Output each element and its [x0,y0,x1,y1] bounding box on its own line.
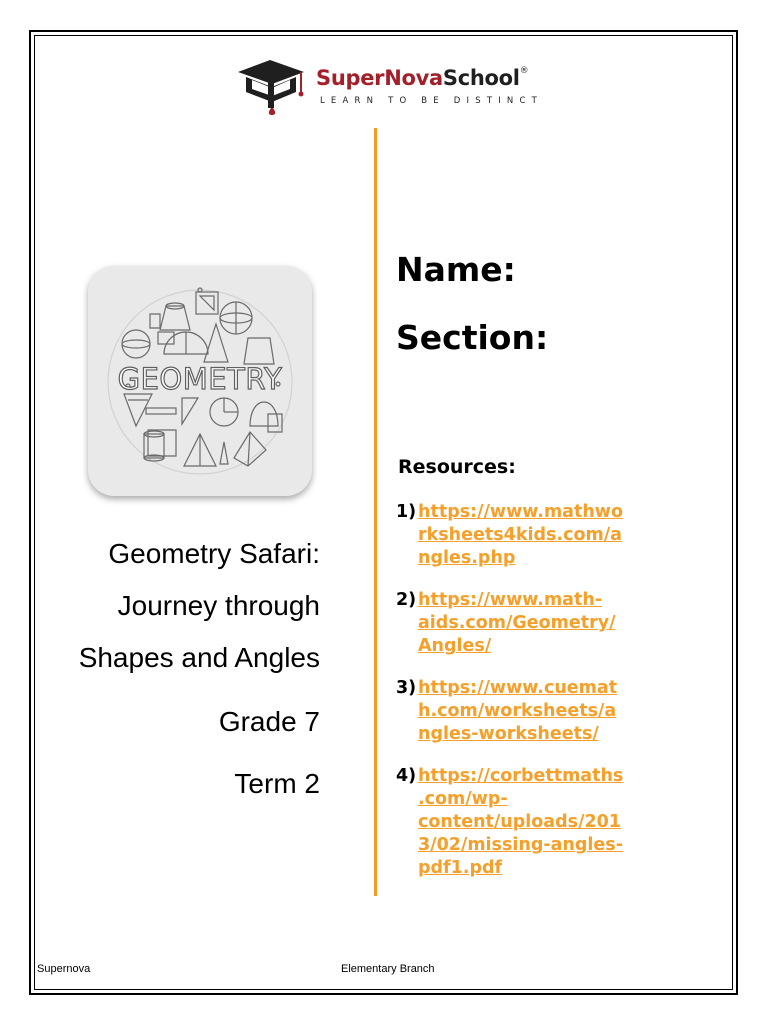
registered-mark: ® [519,66,529,76]
name-label: Name: [396,250,516,289]
resource-link-line: content/uploads/201 [418,812,621,832]
resource-link-line: ngles-worksheets/ [418,724,599,744]
brand-name-part1: SuperNova [316,66,443,90]
resource-link-line: https://corbettmaths [418,766,624,786]
resource-link-line: 3/02/missing-angles- [418,835,623,855]
resource-link-line: ngles.php [418,548,516,568]
brand-name [316,66,528,90]
resource-link-3[interactable] [418,677,617,746]
geometry-word: GEOMETRY [117,362,283,396]
resource-link-line: https://www.mathwo [418,502,624,522]
resource-link-1[interactable] [418,501,623,570]
resource-link-line: https://www.cuemat [418,678,618,698]
vertical-divider [374,128,377,896]
brand-name-part2: School [442,66,520,90]
resource-number: 2) [396,590,417,610]
footer-center: Elementary Branch [341,963,435,975]
resources-heading: Resources: [398,456,516,478]
resource-link-line: rksheets4kids.com/a [418,525,622,545]
resource-link-line: pdf1.pdf [418,858,503,878]
resource-link-line: .com/wp- [418,789,508,809]
resource-link-line: https://www.math- [418,590,603,610]
school-logo [234,58,544,118]
footer-left: Supernova [37,963,91,975]
page-border-inner [34,35,733,990]
resource-link-line: h.com/worksheets/a [418,701,617,721]
geometry-illustration [88,266,312,496]
resource-link-line: Angles/ [418,636,492,656]
title-line-2: Journey through [117,590,320,621]
resource-link-2[interactable] [418,589,616,658]
resource-link-4[interactable] [418,765,623,880]
resource-number: 4) [396,766,417,786]
term-label: Term 2 [234,768,320,799]
title-line-1: Geometry Safari: [108,538,320,569]
title-line-3: Shapes and Angles [78,642,320,673]
graduation-cap-icon [234,58,308,116]
geometry-shapes-icon [88,266,312,496]
section-label: Section: [396,318,549,357]
grade-label: Grade 7 [218,706,320,737]
resource-number: 3) [396,678,417,698]
resource-link-line: aids.com/Geometry/ [418,613,616,633]
brand-tagline: LEARN TO BE DISTINCT [320,96,544,106]
resource-number: 1) [396,502,417,522]
